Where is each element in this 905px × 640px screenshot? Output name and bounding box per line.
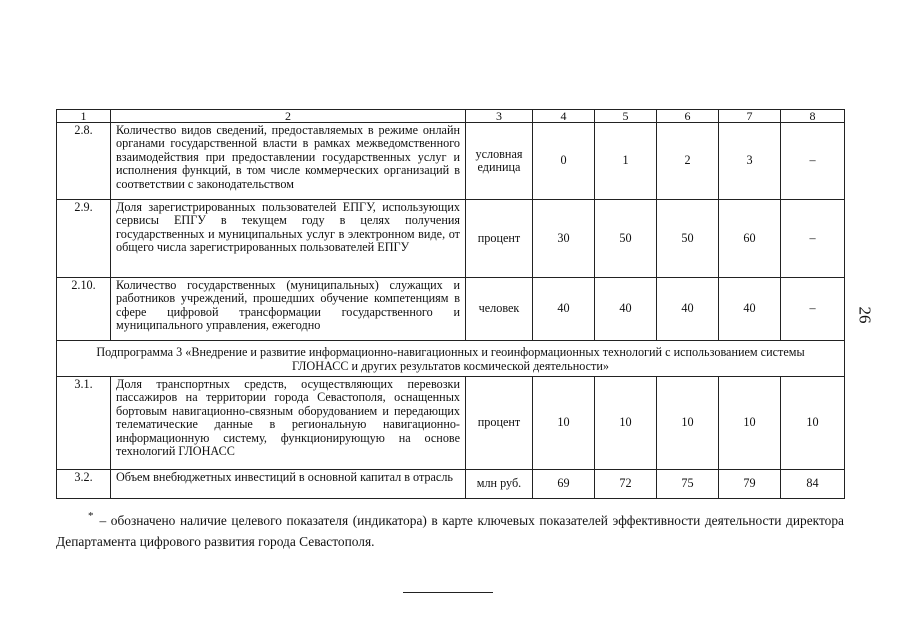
indicators-table <box>56 109 845 499</box>
table-row <box>57 123 845 200</box>
value-cell: 72 <box>595 470 657 499</box>
value-cell: 40 <box>657 278 719 341</box>
value-cell: 2 <box>657 123 719 200</box>
header-cell: 6 <box>657 110 719 123</box>
row-number: 3.1. <box>57 377 111 470</box>
indicator-description: Количество видов сведений, предоставляемых в режиме онлайн органами государственной власти в рамках межведомственного взаимодействия при предоставлении государственных услуг и исполнения функций, в том числе коммерческих организаций в соответствии с законодательством <box>111 123 466 200</box>
row-number: 2.9. <box>57 200 111 278</box>
header-cell: 3 <box>466 110 533 123</box>
row-number: 2.8. <box>57 123 111 200</box>
value-cell: 10 <box>533 377 595 470</box>
value-cell: 84 <box>781 470 845 499</box>
header-cell: 8 <box>781 110 845 123</box>
subprogram-title: Подпрограмма 3 «Внедрение и развитие информационно-навигационных и геоинформационных технологий с использованием системы ГЛОНАСС и других результатов космической деятельности» <box>57 341 845 377</box>
value-cell: 40 <box>533 278 595 341</box>
value-cell: 0 <box>533 123 595 200</box>
value-cell: – <box>781 200 845 278</box>
value-cell: 60 <box>719 200 781 278</box>
value-cell: 79 <box>719 470 781 499</box>
footnote <box>56 511 844 551</box>
unit-cell: млн руб. <box>466 470 533 499</box>
indicator-description: Доля транспортных средств, осуществляющих перевозки пассажиров на территории города Севастополя, оснащенных бортовым навигационно-связным оборудованием и передающих телематические данные в региональную навигационно-информационную систему, функционирующую на основе технологий ГЛОНАСС <box>111 377 466 470</box>
footnote-asterisk: * <box>88 510 94 522</box>
value-cell: 1 <box>595 123 657 200</box>
value-cell: 10 <box>657 377 719 470</box>
indicator-description: Количество государственных (муниципальных) служащих и работников учреждений, прошедших обучение компетенциям в сфере цифровой трансформации государственного и муниципального управления, ежегодно <box>111 278 466 341</box>
indicator-description: Объем внебюджетных инвестиций в основной капитал в отрасль <box>111 470 466 499</box>
subprogram-row <box>57 341 845 377</box>
row-number: 2.10. <box>57 278 111 341</box>
unit-cell: человек <box>466 278 533 341</box>
value-cell: 30 <box>533 200 595 278</box>
page-number: 26 <box>855 306 875 324</box>
indicator-description: Доля зарегистрированных пользователей ЕПГУ, использующих сервисы ЕПГУ в текущем году в целях получения государственных и муниципальных услуг в электронном виде, от общего числа зарегистрированных пользователей ЕПГУ <box>111 200 466 278</box>
value-cell: 10 <box>595 377 657 470</box>
row-number: 3.2. <box>57 470 111 499</box>
table-row <box>57 470 845 499</box>
table-row <box>57 377 845 470</box>
header-cell: 2 <box>111 110 466 123</box>
value-cell: 75 <box>657 470 719 499</box>
table-header-row <box>57 110 845 123</box>
header-cell: 5 <box>595 110 657 123</box>
table-row <box>57 278 845 341</box>
separator-line <box>403 592 493 593</box>
footnote-text: – обозначено наличие целевого показателя (индикатора) в карте ключевых показателей эффективности деятельности директора Департамента цифрового развития города Севастополя. <box>56 513 844 549</box>
value-cell: 10 <box>781 377 845 470</box>
value-cell: 40 <box>595 278 657 341</box>
value-cell: 40 <box>719 278 781 341</box>
unit-cell: условная единица <box>466 123 533 200</box>
value-cell: 3 <box>719 123 781 200</box>
value-cell: – <box>781 123 845 200</box>
unit-cell: процент <box>466 200 533 278</box>
value-cell: 10 <box>719 377 781 470</box>
unit-cell: процент <box>466 377 533 470</box>
value-cell: 69 <box>533 470 595 499</box>
header-cell: 7 <box>719 110 781 123</box>
header-cell: 4 <box>533 110 595 123</box>
header-cell: 1 <box>57 110 111 123</box>
value-cell: 50 <box>595 200 657 278</box>
value-cell: – <box>781 278 845 341</box>
value-cell: 50 <box>657 200 719 278</box>
table-row <box>57 200 845 278</box>
